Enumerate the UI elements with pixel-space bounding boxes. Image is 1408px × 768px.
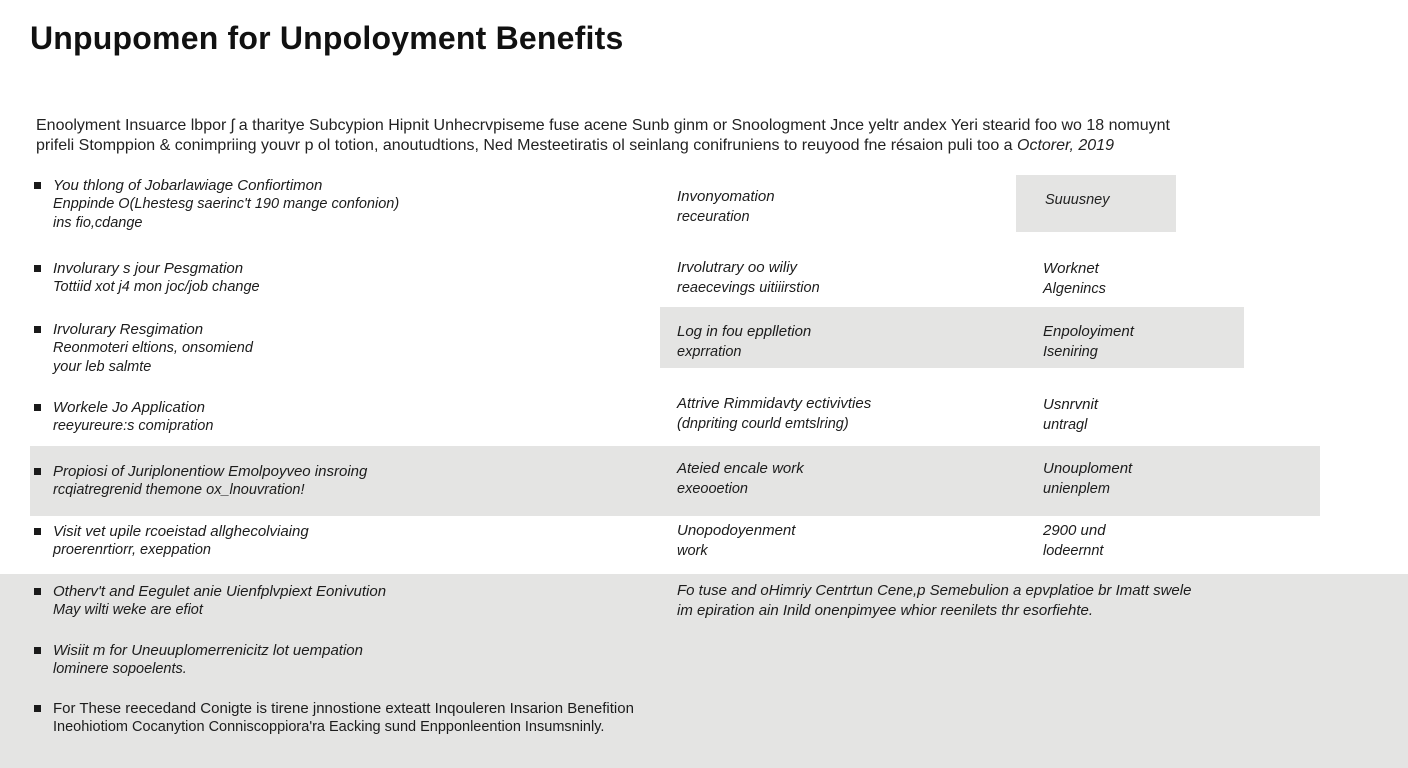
item-detail: lominere sopoelents.: [53, 661, 187, 677]
item-heading: Wisiit m for Uneuuplomerrenicitz lot uempation: [53, 642, 363, 659]
side-note-line: Fo tuse and oHimriy Centrtun Cene,p Semebulion a epvplatioe br Imatt swele: [677, 582, 1192, 599]
intro-date: Octorer, 2019: [1017, 137, 1114, 154]
list-item: [34, 398, 213, 436]
list-item: [34, 522, 309, 560]
intro-line-2: [36, 136, 1336, 156]
intro-paragraph: [36, 116, 1336, 156]
page-title: Unpupomen for Unpoloyment Benefits: [30, 20, 624, 56]
row-3-agency: Enpoloyiment Iseniring: [1043, 323, 1134, 360]
item-heading: You thlong of Jobarlawiage Confiortimon: [53, 177, 323, 194]
item-heading: Involurary s jour Pesgmation: [53, 260, 244, 277]
row-3-category: Log in fou epplletion exprration: [677, 323, 812, 360]
list-item: [34, 176, 399, 233]
item-detail: proerenrtiorr, exeppation: [53, 542, 211, 558]
item-heading: Visit vet upile rcoeistad allghecolviaing: [53, 523, 309, 540]
bullet-square-icon: [34, 182, 41, 189]
list-item: [34, 462, 367, 500]
item-heading: Propiosi of Juriplonentiow Emolpoyveo insroing: [53, 463, 368, 480]
row-2-agency: Worknet Algenincs: [1043, 260, 1106, 297]
row-4-agency: Usnrvnit untragl: [1043, 396, 1099, 433]
row-4-category: Attrive Rimmidavty ectivivties (dnpriting courld emtslring): [677, 395, 872, 432]
item-detail: rcqiatregrenid themone ox_lnouvration!: [53, 482, 305, 498]
row-5-category: Ateied encale work exeooetion: [677, 460, 804, 497]
row-1-status-badge: Suuusney: [1016, 175, 1176, 232]
item-heading: For These reecedand Conigte is tirene jnnostione exteatt Inqouleren Insarion Benefition: [53, 700, 634, 717]
row-6-category: Unopodoyenment work: [677, 522, 796, 559]
list-item: [34, 320, 253, 377]
intro-line-1: Enoolyment Insuarce lbpor ʃ a tharitye Subcypion Hipnit Unhecrvpiseme fuse acene Sunb ginm or Snoologment Jnce yeltr andex Yeri stearid foo wo 18 nomuynt: [36, 117, 1170, 134]
bullet-square-icon: [34, 528, 41, 535]
bullet-square-icon: [34, 404, 41, 411]
item-heading: Irvolurary Resgimation: [53, 321, 204, 338]
item-detail: May wilti weke are efiot: [53, 602, 203, 618]
item-detail: ins fio,cdange: [53, 215, 143, 231]
bullet-square-icon: [34, 468, 41, 475]
item-detail: Tottiid xot j4 mon joc/job change: [53, 279, 260, 295]
row-2-category: Irvolutrary oo wiliy reaecevings uitiiirstion: [677, 259, 820, 296]
row-1-category: Invonyomation receuration: [677, 188, 775, 225]
bullet-square-icon: [34, 326, 41, 333]
row-6-amount: 2900 und lodeernnt: [1043, 522, 1106, 559]
list-item: [34, 641, 363, 679]
item-heading: Workele Jo Application: [53, 399, 206, 416]
item-detail: reeyureure:s comipration: [53, 418, 214, 434]
bullet-square-icon: [34, 705, 41, 712]
side-note-line: im epiration ain Inild onenpimyee whior reenilets thr esorfiehte.: [677, 602, 1094, 619]
list-item: [34, 259, 260, 297]
intro-line-2-text: prifeli Stomppion & conimpriing youvr p ol totion, anoutudtions, Ned Mesteetiratis ol seinlang conifruniens to reuyood fne résaion puli too a: [36, 137, 1013, 154]
item-detail: Reonmoteri eltions, onsomiend: [53, 340, 253, 356]
item-heading: Otherv't and Eegulet anie Uienfplvpiext Eonivution: [53, 583, 387, 600]
row-5-agency: Unouploment unienplem: [1043, 460, 1133, 497]
bullet-square-icon: [34, 265, 41, 272]
side-note: [677, 581, 1317, 621]
item-detail: your leb salmte: [53, 359, 152, 375]
item-detail: Ineohiotiom Cocanytion Conniscoppiora'ra Eacking sund Enpponleention Insumsninly.: [53, 719, 605, 735]
list-item: [34, 699, 634, 737]
bullet-square-icon: [34, 588, 41, 595]
item-detail: Enppinde O(Lhestesg saerinc't 190 mange confonion): [53, 196, 400, 212]
bullet-square-icon: [34, 647, 41, 654]
list-item: [34, 582, 386, 620]
